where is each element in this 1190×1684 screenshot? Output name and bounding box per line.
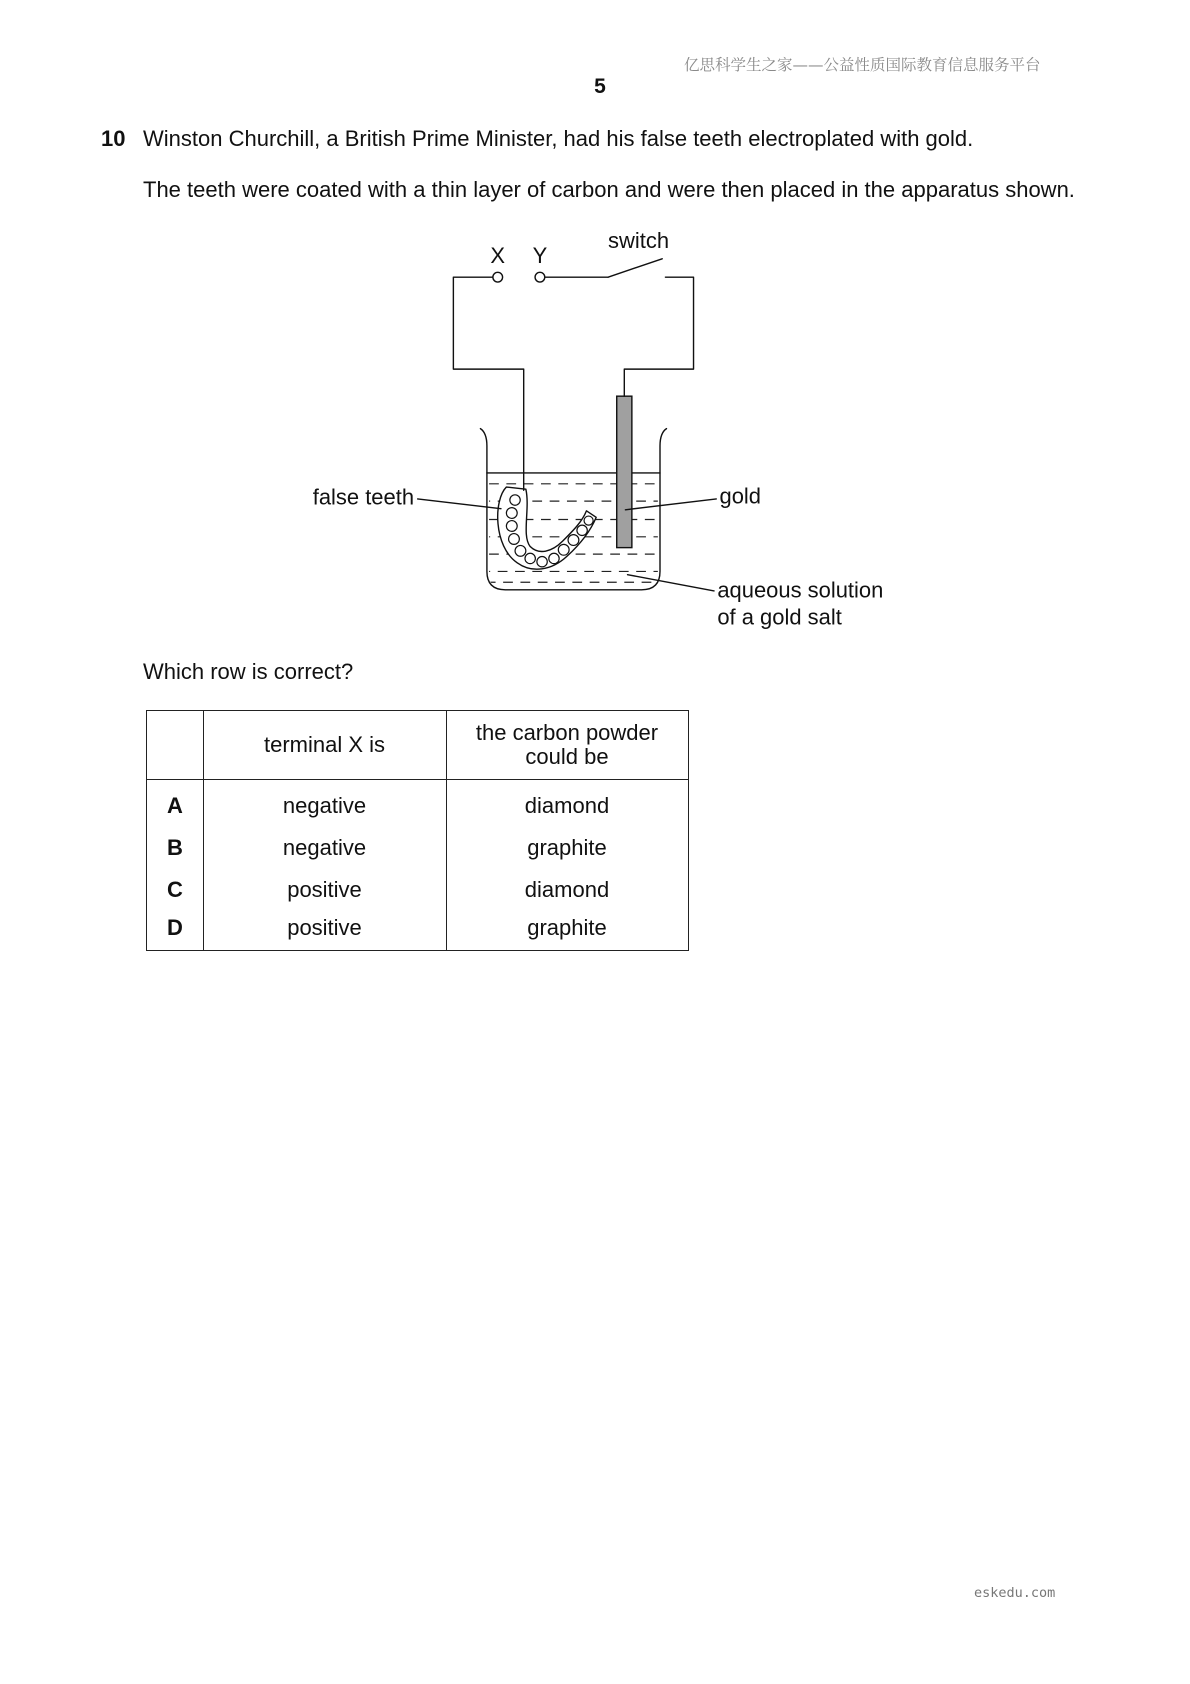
table-header-carbon-line1: the carbon powder [475,720,659,745]
tooth [584,516,593,525]
false-teeth-label: false teeth [312,484,415,510]
solution-leader [628,575,715,591]
terminal-cell: positive [287,877,362,902]
option-letter: A [167,793,183,818]
option-letter: C [167,877,183,902]
table-header-row [147,711,688,780]
terminal-y-label: Y [532,243,548,269]
table-column-divider [203,711,204,950]
question-prompt: Which row is correct? [143,659,354,684]
tooth [568,535,579,546]
footer-watermark: eskedu.com [974,1585,1056,1601]
solution-label-line1: aqueous solution [717,577,884,603]
question-text-line1: Winston Churchill, a British Prime Minister, had his false teeth electroplated with gold. [143,126,974,151]
tooth [506,521,517,532]
tooth [506,508,517,519]
gold-label: gold [719,483,762,509]
carbon-cell: graphite [527,835,607,860]
electroplating-diagram [303,222,898,639]
carbon-cell: diamond [524,877,610,902]
header-site-title: 亿思科学生之家——公益性质国际教育信息服务平台 [684,56,1041,74]
table-column-divider [446,711,447,950]
false-teeth-leader [418,499,501,509]
table-header-carbon-line2: could be [525,744,609,769]
gold-electrode [617,396,632,547]
table-row [147,908,688,948]
solution-label-line2: of a gold salt [717,604,842,630]
page-number: 5 [594,75,606,98]
terminal-x [493,272,503,282]
switch-label: switch [608,227,670,253]
tooth [515,545,526,556]
circuit-wire-right-b [624,277,693,396]
option-letter: D [167,915,183,940]
terminal-cell: negative [282,793,367,818]
answer-table [146,710,689,951]
question-text-line2: The teeth were coated with a thin layer of carbon and were then placed in the apparatus shown. [143,177,1075,202]
table-header-carbon [446,711,688,779]
false-teeth [498,487,596,569]
terminal-cell: positive [287,915,362,940]
tooth [509,534,520,545]
tooth [525,553,535,563]
tooth [549,553,559,563]
terminal-cell: negative [282,835,367,860]
terminal-y [535,272,545,282]
table-row [147,828,688,868]
tooth [510,495,520,505]
circuit-wire-left [453,277,523,490]
terminal-x-label: X [490,243,506,269]
table-header-terminal [203,711,446,779]
table-row [147,870,688,910]
tooth [558,544,569,555]
tooth [577,525,587,535]
table-header-terminal-text: terminal X is [263,732,386,757]
question-number: 10 [101,126,126,151]
table-header-option [147,711,203,779]
carbon-cell: diamond [524,793,610,818]
tooth [537,556,547,566]
table-row [147,786,688,826]
option-letter: B [167,835,183,860]
switch-blade [608,259,662,277]
carbon-cell: graphite [527,915,607,940]
